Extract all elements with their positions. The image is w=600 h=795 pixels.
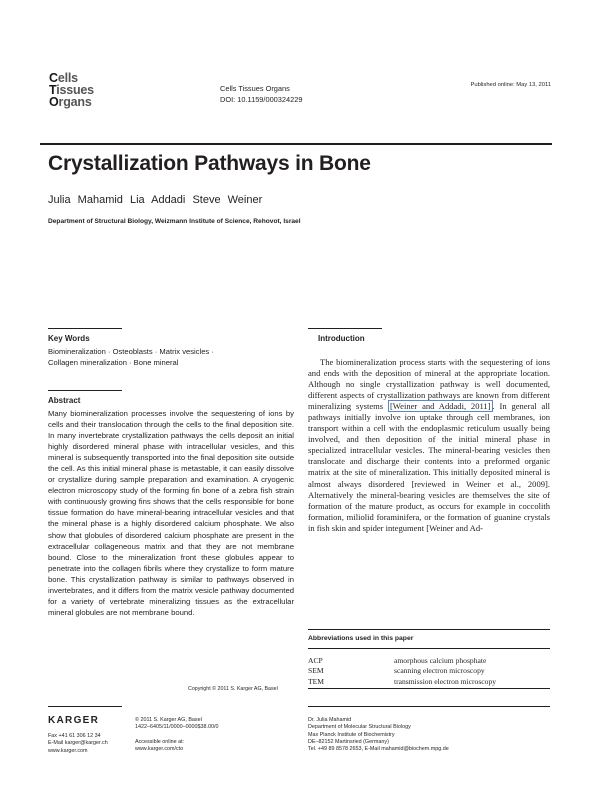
abstract-copyright: Copyright © 2011 S. Karger AG, Basel [188, 686, 278, 692]
footer-copyright: © 2011 S. Karger AG, Basel [135, 717, 202, 723]
article-title: Crystallization Pathways in Bone [48, 152, 371, 175]
abbreviations-bottom-rule [308, 688, 550, 689]
karger-logo: KARGER [48, 715, 100, 726]
author-list [48, 194, 262, 206]
author-name: Lia Addadi [129, 194, 186, 206]
abbreviation: TEM [308, 676, 325, 686]
contact-line: Dr. Julia Mahamid [308, 717, 352, 723]
header-rule [40, 143, 552, 145]
abbreviation-meaning: scanning electron microscopy [394, 666, 485, 676]
introduction-heading: Introduction [318, 334, 365, 343]
contact-line: DE–82152 Martinsried (Germany) [308, 738, 389, 745]
publisher-fax: Fax +41 61 306 12 34 [48, 733, 101, 739]
abstract-heading: Abstract [48, 396, 81, 405]
keywords-rule [48, 328, 122, 329]
abbreviation-row [308, 677, 550, 687]
access-url[interactable]: www.karger.com/cto [135, 746, 184, 753]
abstract-text: Many biomineralization processes involve the sequestering of ions by cells and their translocation through the cells to the final deposition site. In many invertebrate crystallization pathways the cells deposit an initial highly disordered mineral phase with intracellular vesicles, and this mineral is subsequently transported into the final deposition site outside the cell. As this initial mineral phase is metastable, it can easily dissolve or crystallize during sample preparation and examination. A cryogenic electron microscopy study of the forming fin bone of a zebra fish strain with continuously growing fins shows that the cells responsible for bone tissue formation do have mineral-bearing intracellular vesicles and that the mineral phase is a highly disordered calcium phosphate. We also show that globules of disordered calcium phosphate are present in the extracellular collageneous matrix and that they are not membrane bound. Close to the mineralization front these globules appear to penetrate into the collagen fibrils where they crystallize to form mature bone. This crystallization pathway is similar to pathways observed in invertebrates, and it differs from the matrix vesicle pathway documented for a variety of vertebrate mineralizing tissues as the extracellular mineral globules are not membrane bound. [48, 409, 294, 617]
journal-logo [49, 72, 94, 108]
author-name: Julia Mahamid [48, 194, 123, 206]
footer-rule-left [48, 706, 122, 707]
abbreviation: SEM [308, 666, 324, 676]
logo-cap-o: O [49, 95, 59, 109]
contact-line: Department of Molecular Structural Biology [308, 724, 411, 731]
abbreviation-meaning: amorphous calcium phosphate [394, 656, 487, 665]
affiliation: Department of Structural Biology, Weizmann Institute of Science, Rehovot, Israel [48, 218, 301, 225]
abstract-rule [48, 390, 122, 391]
author-name: Steve Weiner [192, 194, 263, 206]
publisher-website[interactable]: www.karger.com [48, 747, 88, 754]
abbreviation-row [308, 666, 550, 676]
logo-rest-tissues: issues [56, 83, 94, 97]
abbreviations-top-rule [308, 629, 550, 630]
abbreviation-row [308, 656, 550, 666]
doi[interactable]: DOI: 10.1159/000324229 [220, 94, 303, 104]
introduction-text [308, 357, 550, 534]
intro-text-part: . In general all pathways initially involve ion uptake through cell membranes, ion transport within a cell with the endoplasmic reticulum usually being involved, and then deposition of the initial mineral phase in specialized intracellular vesicles. The mineral-bearing vesicles then translocate and discharge their contents into a preformed organic matrix at the site of mineralization. This initially deposited mineral is almost always disordered [reviewed in Weiner et al., 2009]. Alternatively the mineral-bearing vesicles are themselves the site of formation of the mature product, as occurs for example in coccolith formation, miliolid foraminifera, or the formation of guanine crystals in fish skin and spider integument [Weiner and Ad- [308, 401, 550, 533]
corresponding-author [308, 717, 449, 753]
logo-rest-cells: ells [57, 71, 78, 85]
issn: 1422–6405/11/0000–0000$38.00/0 [135, 724, 219, 731]
publisher-email[interactable]: E-Mail karger@karger.ch [48, 740, 108, 747]
journal-header [220, 84, 302, 105]
publication-info [135, 717, 219, 753]
introduction-rule [308, 328, 382, 329]
journal-name: Cells Tissues Organs [220, 84, 290, 93]
abbreviations-heading: Abbreviations used in this paper [308, 635, 414, 642]
contact-line[interactable]: Tel. +49 89 8578 2653, E-Mail mahamid@biochem.mpg.de [308, 746, 449, 753]
abbreviation: ACP [308, 656, 323, 665]
spacer [135, 732, 219, 739]
logo-cap-c: C [49, 71, 58, 85]
logo-cap-t: T [49, 83, 57, 97]
intro-text-part: The biomineralization process starts with the sequestering of ions and ends with the deposition of mineral at the appropriate location. Although no single crystallization pathway is well documented, different aspects of crystallization pathways are known from different mineralizing systems [308, 357, 550, 412]
keywords-text [48, 346, 268, 368]
access-label: Accessible online at: [135, 738, 185, 745]
abbreviations-table [308, 656, 550, 687]
citation-link[interactable]: [Weiner and Addadi, 2011] [389, 401, 491, 412]
contact-line: Max Planck Institute of Biochemistry [308, 731, 395, 738]
keywords-line: Collagen mineralization · Bone mineral [48, 358, 179, 367]
abbreviation-meaning: transmission electron microscopy [394, 676, 497, 686]
logo-rest-organs: rgans [58, 95, 92, 109]
abbreviations-mid-rule [308, 648, 550, 649]
keywords-heading: Key Words [48, 334, 90, 343]
publisher-contact [48, 733, 108, 755]
published-date: Published online: May 13, 2011 [470, 82, 551, 88]
logo-line-organs [49, 96, 94, 108]
footer-rule-right [308, 706, 550, 707]
keywords-line: Biomineralization · Osteoblasts · Matrix vesicles · [48, 347, 214, 356]
